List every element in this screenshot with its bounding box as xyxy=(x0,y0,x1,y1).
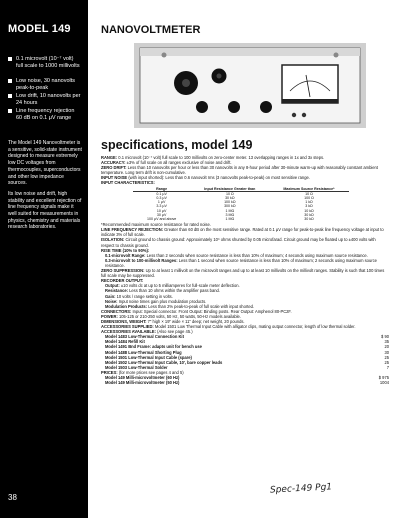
spec-zero-suppression: ZERO SUPPRESSION: Up to at least 1 millivolt on the microvolt ranges and up to at least 10 millivolts on the millivolt ranges. Stability is such that 100 times full scale may be suppressed. xyxy=(101,268,385,279)
bullet-square-icon xyxy=(8,109,12,113)
spec-rise-time-item: 0.3-microvolt to 100-millivolt Ranges: Less than 1 second when source resistance is less than 10% of maximum; 2 seconds using maximum source resistance. xyxy=(105,257,377,268)
table-row: 10 μV 1 MΩ 10 kΩ xyxy=(156,208,314,213)
table-row: 0.1 μV 10 Ω 10 Ω xyxy=(156,191,313,196)
prices-label: PRICES: (for more prices see pages 4 and 5) xyxy=(101,369,184,375)
spec-input-characteristics: INPUT CHARACTERISTICS: xyxy=(101,180,155,186)
spec-accuracy: ACCURACY: ±3% of full scale on all ranges exclusive of noise and drift. xyxy=(101,160,232,166)
spec-input-noise: INPUT NOISE (with input shorted): Less than 0.6 nanovolt rms (3 nanovolts peak-to-peak) on most sensitive range. xyxy=(101,175,310,181)
price-item: Model 149 Milli-microvoltmeter (50 Hz) 1004 xyxy=(105,380,389,386)
list-item: Model 1491 Bnd Frame: adapts unit for bench use 20 xyxy=(105,344,389,350)
list-item: Model 1484 Refill Kit 35 xyxy=(105,339,389,345)
spec-line-rejection: LINE FREQUENCY REJECTION: Greater than 60 dB on the most sensitive range. Rated at 0.1 μV range for peak-to-peak line frequency voltage at input to indicate 3% of full scale. xyxy=(101,227,384,238)
spec-zero-drift: ZERO DRIFT: Less than 10 nanovolts per hour or less than 30 nanovolts in any 8-hour period after 30-minute warm-up with reasonably constant ambient temperature. Long term drift is non-cumulative. xyxy=(101,165,378,176)
table-row: 100 μV and above 1 MΩ 30 kΩ xyxy=(147,216,314,221)
spec-accessories-supplied: ACCESSORIES SUPPLIED: Model 1501 Low Thermal Input Cable with alligator clips, mating output connector, length of low thermal solder. xyxy=(101,324,356,330)
spec-recorder-item: Noise: Input noise times gain plus modulation products. xyxy=(105,298,207,304)
spec-recorder-item: Modulation Products: Less than 2% peak-to-peak of full scale with input shorted. xyxy=(105,303,255,309)
range-knob-icon xyxy=(174,71,198,95)
instrument-photo xyxy=(134,43,366,128)
description-paragraph: Its low noise and drift, high stability and excellent rejection of line frequency signals make it well suited for measurements in physics, chemistry and materials research laboratories. xyxy=(8,190,82,231)
product-description xyxy=(8,140,82,235)
bullet-square-icon xyxy=(8,79,12,83)
description-paragraph: The Model 149 Nanovoltmeter is a sensitive, solid-state instrument designed to measure extremely low DC voltages from thermocouples, superconductors and other low impedance sources. xyxy=(8,140,82,187)
spec-recorder-item: Resistance: Less than 10 ohms within the amplifier pass band. xyxy=(105,288,220,294)
list-item: Model 1483 Low-Thermal Connection Kit $ 90 xyxy=(105,334,389,340)
table-row: 30 μV 3 MΩ 30 kΩ xyxy=(156,212,314,217)
input-characteristics-table xyxy=(133,187,349,222)
list-item: Model 1503 Low-Thermal Solder 7 xyxy=(105,364,389,370)
table-footnote: *Recommended maximum source resistance for rated noise. xyxy=(101,222,211,228)
spec-range: RANGE: 0.1 microvolt (10⁻⁷ volt) full scale to 100 millivolts on zero-center meter. 13 overlapping ranges in 1x and 3x steps. xyxy=(101,155,325,160)
list-item: Model 1488 Low-Thermal Shorting Plug 30 xyxy=(105,349,389,355)
specifications-heading: specifications, model 149 xyxy=(101,138,253,152)
list-item: Model 1502 Low-Thermal Input Cable, 10', bare copper leads 25 xyxy=(105,359,389,365)
page-title: NANOVOLTMETER xyxy=(101,24,201,36)
spec-recorder-item: Gain: 10 volts / range setting in volts. xyxy=(105,293,173,299)
function-knob-icon xyxy=(212,69,227,84)
spec-power: POWER: 105-125 or 210-250 volts, 50 Hz, 50 watts, 50-Hz models available. xyxy=(101,313,241,319)
spec-accessories-available: ACCESSORIES AVAILABLE: (Also see page 45.) xyxy=(101,329,193,335)
table-row: 0.3 μV 30 kΩ 100 Ω xyxy=(156,195,314,200)
bullet-square-icon xyxy=(8,57,12,61)
price-item: Model 149 Milli-microvoltmeter (60 Hz) $ 975 xyxy=(105,375,389,380)
column-header: Input Resistance Greater than xyxy=(190,187,269,192)
list-item: Model 1501 Low-Thermal Input Cable (spare) 25 xyxy=(105,354,389,360)
column-header: Range xyxy=(133,187,190,192)
spec-isolation: ISOLATION: Circuit ground to chassis ground: Approximately 10⁹ ohms shunted by 0.05 microfarad. Circuit ground may be floated up to ±400 volts with respect to chassis ground. xyxy=(101,237,376,248)
bullet-square-icon xyxy=(8,94,12,98)
sidebar: MODEL 149 0.1 microvolt (10⁻⁷ volt) full scale to 1000 millivolts Low noise, 30 nanovolts peak-to-peak Low drift, 10 nanovolts per 24 hours Line frequency rejection 60 dB on 0.1 μV range The Model 149 Nanovoltmeter is a sensitive, solid-state instrument designed to measure extremely low DC voltages from thermocouples, superconductors and other low impedance sources. Its low noise and drift, high stability and excellent rejection of line frequency signals make it well suited for measurements in physics, chemistry and materials research laboratories. 38 xyxy=(0,0,88,518)
spec-recorder-output: RECORDER OUTPUT: xyxy=(101,278,144,284)
spec-dimensions: DIMENSIONS, WEIGHT: 7" high × 19" wide × 11" deep; net weight, 20 pounds. xyxy=(101,318,245,324)
main-content xyxy=(88,0,400,518)
panel-meter-icon xyxy=(282,65,338,103)
spec-rise-time-item: 0.1-microvolt Range: Less than 2 seconds when source resistance is less than 10% of maximum; 4 seconds using maximum source resistance. xyxy=(105,252,368,258)
page-number: 38 xyxy=(8,493,17,502)
spec-recorder-item: Output: ±10 volts dc at up to 5 milliamperes for full-scale meter deflection. xyxy=(105,283,240,289)
specifications-body xyxy=(101,155,389,385)
table-row: 1 μV 100 kΩ 1 kΩ xyxy=(157,200,313,205)
model-label: MODEL 149 xyxy=(8,23,71,35)
column-header: Maximum Source Resistance* xyxy=(269,187,348,192)
handwritten-annotation: Spec-149 Pg1 xyxy=(269,482,333,496)
table-row: 3.3 μV 300 kΩ 3 kΩ xyxy=(156,204,313,209)
spec-connectors: CONNECTORS: Input: Special connector. Front Output: Binding posts. Rear Output: Amphenol 80-PC2F. xyxy=(101,308,292,314)
spec-rise-time: RISE TIME (10% to 90%): xyxy=(101,247,150,253)
